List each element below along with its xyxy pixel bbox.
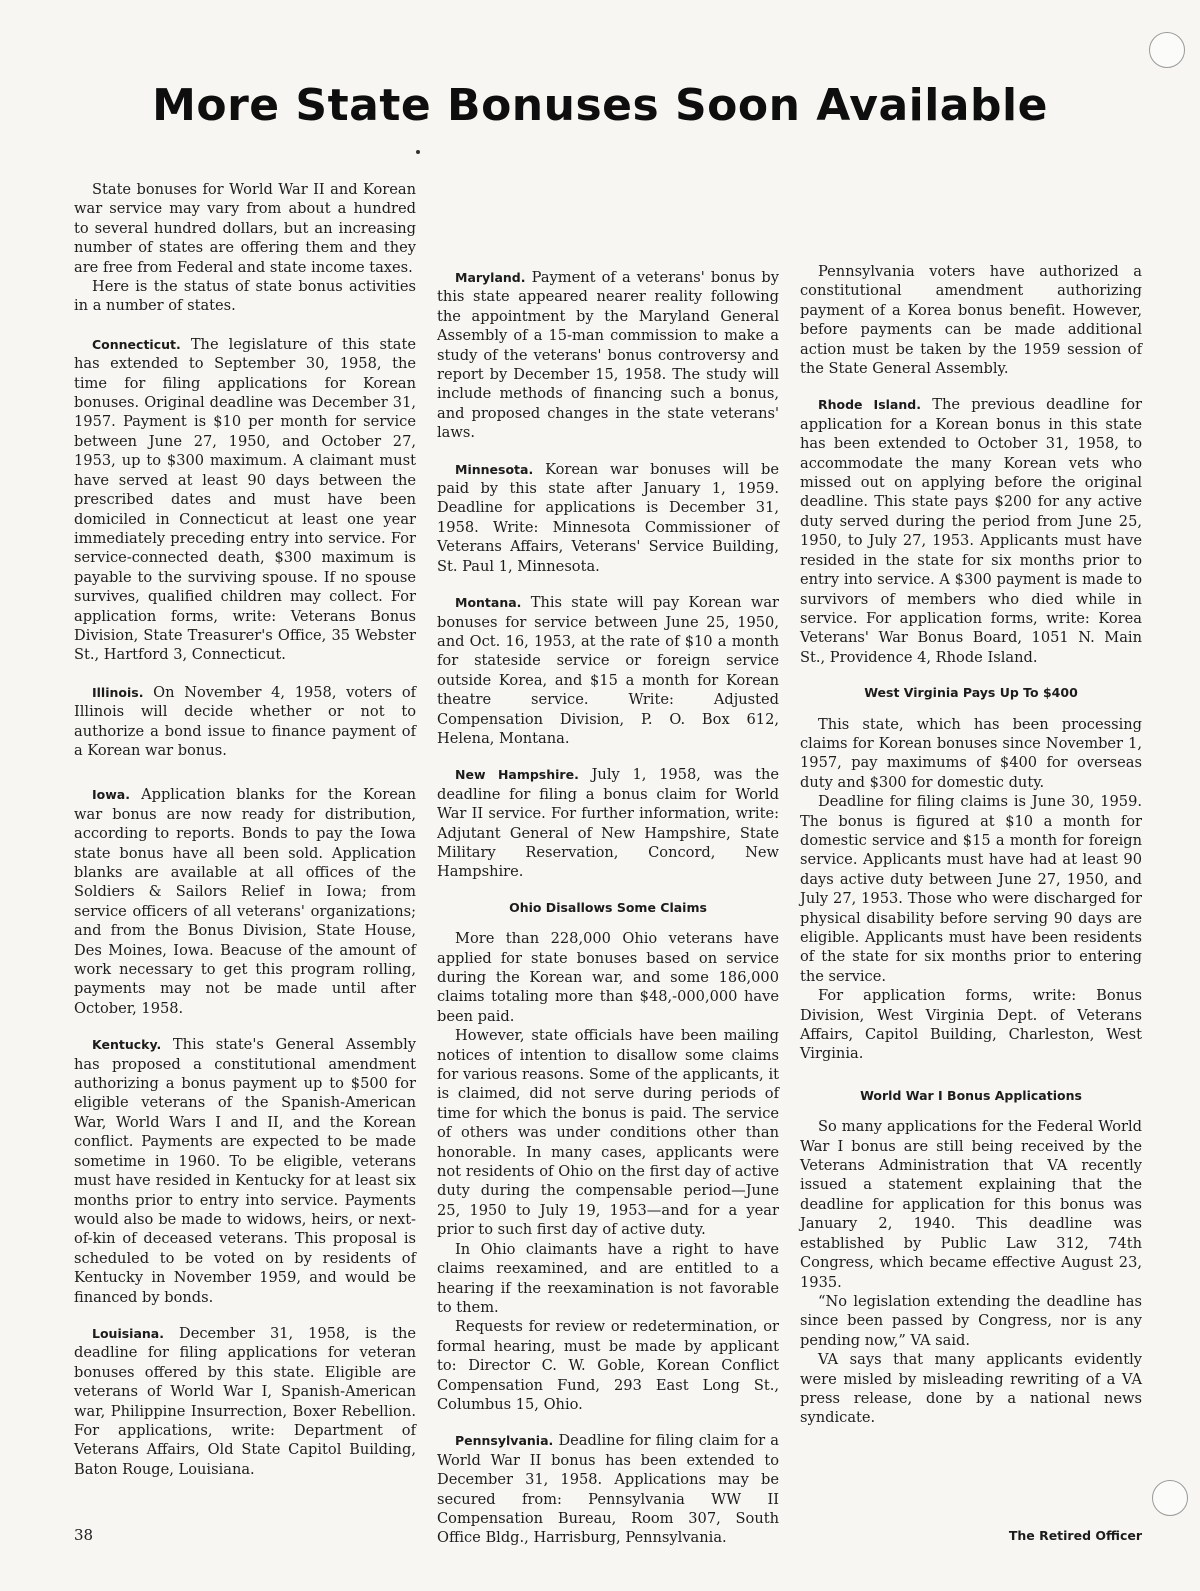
west-virginia-paragraph: This state, which has been processing claims for Korean bonuses since November 1, 1957, pay maximums of $400 for overseas duty and $300 for domestic duty.: [800, 715, 1142, 791]
state-entry-kentucky: [74, 1035, 416, 1307]
wwi-paragraph: “No legislation extending the deadline has since been passed by Congress, nor is any pending now,” VA said.: [800, 1292, 1142, 1349]
publication-name: The Retired Officer: [1008, 1528, 1142, 1543]
state-name: Pennsylvania.: [455, 1433, 554, 1449]
state-name: New Hampshire.: [455, 767, 579, 783]
state-text: Korean war bonuses will be paid by this state after January 1, 1959. Deadline for applications is December 31, 1958. Write: Minnesota Commissioner of Veterans Affairs, Veterans' Service Building, St. Paul 1, Minnesota.: [437, 460, 780, 575]
west-virginia-paragraph: For application forms, write: Bonus Division, West Virginia Dept. of Veterans Affairs, Capitol Building, Charleston, West Virginia.: [800, 987, 1142, 1063]
intro-paragraph: State bonuses for World War II and Korean war service may vary from about a hundred to several hundred dollars, but an increasing number of states are offering them and they are free from Federal and state income taxes.: [74, 181, 416, 276]
state-name: Minnesota.: [455, 461, 534, 477]
state-entry-maryland: [437, 268, 779, 443]
state-entry-minnesota: [437, 460, 779, 576]
state-name: Kentucky.: [92, 1037, 162, 1053]
ohio-paragraph: In Ohio claimants have a right to have claims reexamined, and are entitled to a hearing if the reexamination is not favorable to them.: [437, 1240, 779, 1316]
binder-hole-bottom: [1152, 1480, 1188, 1516]
state-text: July 1, 1958, was the deadline for filing a bonus claim for World War II service. For further information, write: Adjutant General of New Hampshire, State Military Reservation, Concord, New Hampshire.: [437, 766, 779, 881]
state-name: Illinois.: [92, 684, 144, 700]
page-number: 38: [74, 1526, 94, 1544]
ohio-paragraph: Requests for review or redetermination, or formal hearing, must be made by applicant to: Director C. W. Goble, Korean Conflict Compensation Fund, 293 East Long St., Columbus 15, Ohio.: [437, 1318, 779, 1413]
section-heading-wwi: World War I Bonus Applications: [860, 1087, 1082, 1103]
wwi-paragraph: So many applications for the Federal World War I bonus are still being received by the Veterans Administration that VA recently issued a statement explaining that the deadline for application for this bonus was January 2, 1940. This deadline was established by Public Law 312, 74th Congress, which became effective August 23, 1935.: [800, 1118, 1142, 1291]
state-entry-montana: [437, 593, 779, 748]
state-text: Deadline for filing claim for a World War II bonus has been extended to December 31, 1958. Applications may be secured from: Pennsylvania WW II Compensation Bureau, Room 307, South Office Bldg., Harrisburg, Pennsylvania.: [437, 1432, 779, 1547]
state-name: Louisiana.: [92, 1325, 164, 1341]
section-heading-ohio: Ohio Disallows Some Claims: [509, 899, 707, 915]
column-3: [800, 262, 1142, 1428]
state-name: Montana.: [455, 595, 522, 611]
ohio-paragraph: However, state officials have been mailing notices of intention to disallow some claims for various reasons. Some of the applicants, it is claimed, did not serve during periods of time for which the bonus is paid. The service of others was under conditions other than honorable. In many cases, applicants were not residents of Ohio on the first day of active duty during the compensable period—June 25, 1950 to July 19, 1953—and for a year prior to such first day of active duty.: [437, 1027, 779, 1239]
state-name: Maryland.: [455, 270, 526, 285]
state-text: December 31, 1958, is the deadline for filing applications for veteran bonuses offered by this state. Eligible are veterans of World War I, Spanish-American war, Philippine Insurrection, Boxer Rebellion. For applications, write: Department of Veterans Affairs, Old State Capitol Building, Baton Rouge, Louisiana.: [74, 1324, 417, 1478]
intro-paragraph: Here is the status of state bonus activities in a number of states.: [74, 278, 416, 315]
state-entry-iowa: [74, 785, 416, 1018]
state-name: Connecticut.: [92, 336, 181, 352]
state-name: Iowa.: [92, 787, 130, 803]
state-text: Application blanks for the Korean war bonus are now ready for distribution, according to reports. Bonds to pay the Iowa state bonus have all been sold. Application blanks are available at all offices of the Soldiers & Sailors Relief in Iowa; from service officers of all veterans' organizations; and from the Bonus Division, State House, Des Moines, Iowa. Beacuse of the amount of work necessary to get this program rolling, payments may not be made until after October, 1958.: [74, 786, 416, 1017]
state-entry-pennsylvania: [437, 1431, 779, 1547]
section-heading-west-virginia: West Virginia Pays Up To $400: [864, 685, 1078, 701]
state-entry-rhode-island: [800, 395, 1142, 667]
state-text: The previous deadline for application for a Korean bonus in this state has been extended to October 31, 1958, to accommodate the many Korean vets who missed out on applying before the original deadline. This state pays $200 for any active duty served during the period from June 25, 1950, to July 27, 1953. Applicants must have resided in the state for six months prior to entry into service. A $300 payment is made to survivors of members who died while in service. For application forms, write: Korea Veterans' War Bonus Board, 1051 N. Main St., Providence 4, Rhode Island.: [800, 396, 1142, 666]
column-2: [437, 200, 779, 1548]
state-text: This state's General Assembly has proposed a constitutional amendment authorizing a bonus payment up to $500 for eligible veterans of the Spanish-American War, World Wars I and II, and the Korean conflict. Payments are expected to be made sometime in 1960. To be eligible, veterans must have resided in Kentucky for at least six months prior to entry into service. Payments would also be made to widows, heirs, or next-of-kin of deceased veterans. This proposal is scheduled to be voted on by residents of Kentucky in November 1959, and would be financed by bonds.: [74, 1036, 417, 1306]
wwi-paragraph: VA says that many applicants evidently were misled by misleading rewriting of a VA press release, done by a national news syndicate.: [800, 1351, 1142, 1427]
state-entry-illinois: [74, 683, 416, 761]
state-entry-connecticut: [74, 335, 416, 665]
state-name: Rhode Island.: [818, 397, 921, 413]
ink-speck: [416, 150, 420, 154]
article-title: More State Bonuses Soon Available: [152, 80, 1048, 131]
state-text: Payment of a veterans' bonus by this state appeared nearer reality following the appointment by the Maryland General Assembly of a 15-man commission to make a study of the veterans' bonus controversy and report by December 15, 1958. The study will include methods of financing such a bonus, and proposed changes in the state veterans' laws.: [437, 269, 779, 442]
state-entry-new-hampshire: [437, 765, 779, 881]
state-text: This state will pay Korean war bonuses for service between June 25, 1950, and Oct. 16, 1953, at the rate of $10 a month for stateside service or foreign service outside Korea, and $15 a month for Korean theatre service. Write: Adjusted Compensation Division, P. O. Box 612, Helena, Montana.: [437, 594, 779, 747]
binder-hole-top: [1149, 32, 1185, 68]
state-text: The legislature of this state has extended to September 30, 1958, the time for filing applications for Korean bonuses. Original deadline was December 31, 1957. Payment is $10 per month for service between June 27, 1950, and October 27, 1953, up to $300 maximum. A claimant must have served at least 90 days between the prescribed dates and must have been domiciled in Connecticut at least one year immediately preceding entry into service. For service-connected death, $300 maximum is payable to the surviving spouse. If no spouse survives, qualified children may collect. For application forms, write: Veterans Bonus Division, State Treasurer's Office, 35 Webster St., Hartford 3, Connecticut.: [74, 335, 416, 664]
state-text: On November 4, 1958, voters of Illinois will decide whether or not to authorize a bond issue to finance payment of a Korean war bonus.: [74, 683, 417, 759]
pennsylvania-korea-paragraph: Pennsylvania voters have authorized a constitutional amendment authorizing payment of a Korea bonus benefit. However, before payments can be made additional action must be taken by the 1959 session of the State General Assembly.: [800, 263, 1142, 378]
west-virginia-paragraph: Deadline for filing claims is June 30, 1959. The bonus is figured at $10 a month for domestic service and $15 a month for foreign service. Applicants must have had at least 90 days active duty between June 27, 1950, and July 27, 1953. Those who were discharged for physical disability before serving 90 days are eligible. Applicants must have been residents of the state for six months prior to entering the service.: [800, 793, 1142, 985]
ohio-paragraph: More than 228,000 Ohio veterans have applied for state bonuses based on service during the Korean war, and some 186,000 claims totaling more than $48,-000,000 have been paid.: [437, 930, 779, 1025]
column-1: [74, 180, 416, 1479]
state-entry-louisiana: [74, 1324, 416, 1479]
